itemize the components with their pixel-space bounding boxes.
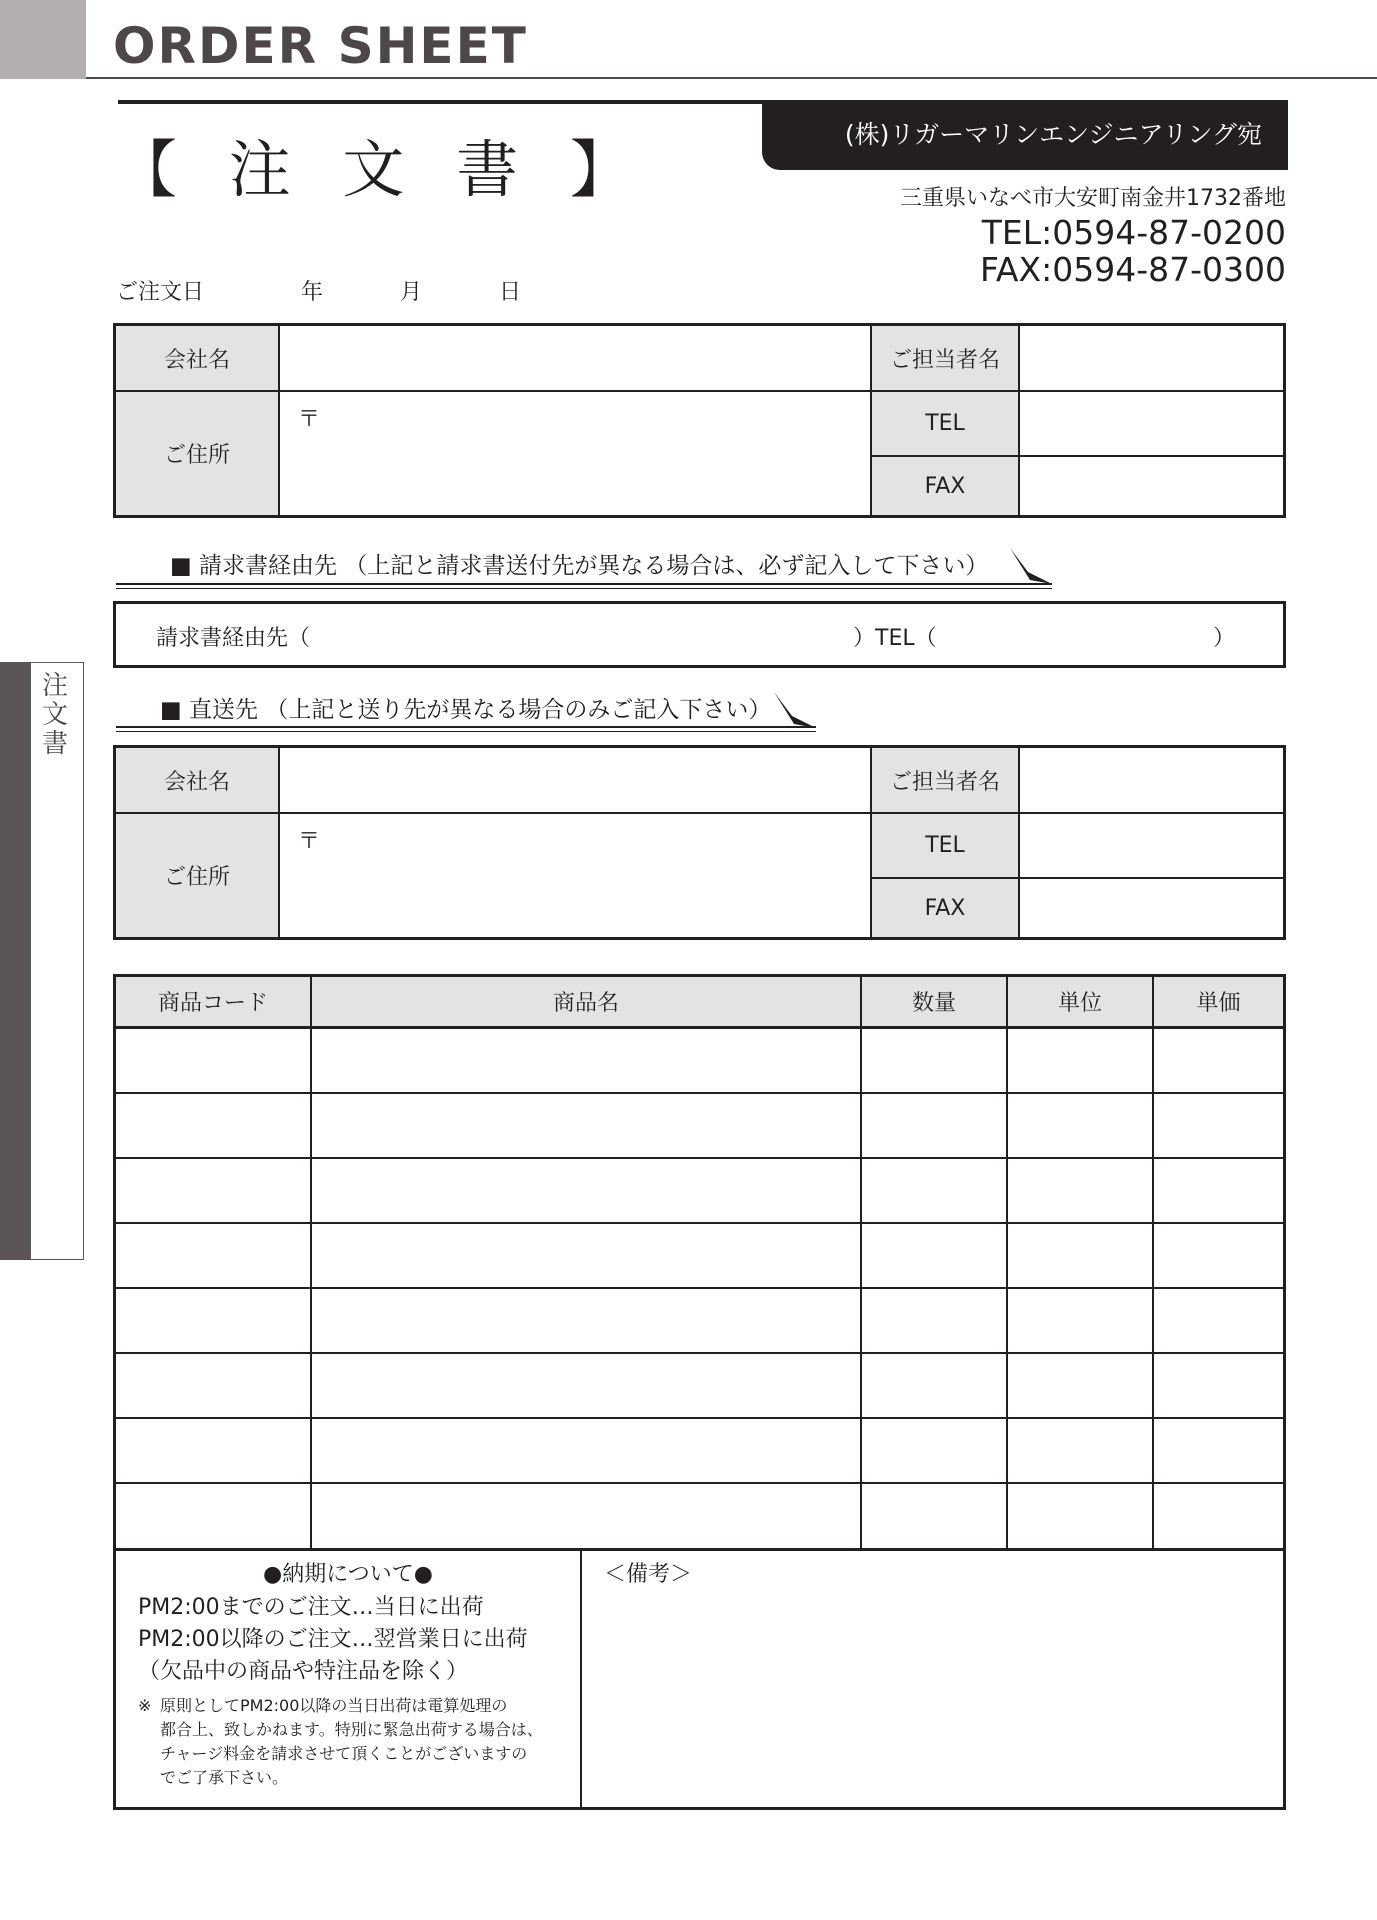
document-title: 【 注 文 書 】 — [115, 133, 648, 206]
name-cell[interactable] — [312, 1484, 860, 1547]
name-cell[interactable] — [312, 1224, 860, 1287]
remarks-field[interactable] — [586, 1598, 1276, 1798]
code-cell[interactable] — [116, 1094, 310, 1157]
billing-tel-label: ）TEL（ — [853, 626, 937, 651]
company-field[interactable] — [280, 326, 870, 390]
unit-cell[interactable] — [1008, 1484, 1152, 1547]
table-row — [116, 1094, 1283, 1159]
name-cell[interactable] — [312, 1029, 860, 1092]
header-divider — [116, 1026, 1283, 1029]
divider — [870, 877, 1283, 879]
divider — [278, 326, 280, 515]
name-cell[interactable] — [312, 1289, 860, 1352]
customer-form — [113, 323, 1286, 518]
billing-form[interactable] — [113, 601, 1286, 668]
billing-heading-rule-thin — [116, 588, 1052, 589]
recipient-banner: (株)リガーマリンエンジニアリング宛 — [762, 100, 1288, 170]
price-cell[interactable] — [1154, 1094, 1283, 1157]
divider — [1006, 977, 1008, 1548]
quantity-cell[interactable] — [862, 1029, 1006, 1092]
col-header-code: 商品コード — [157, 991, 268, 1016]
price-cell[interactable] — [1154, 1159, 1283, 1222]
price-cell[interactable] — [1154, 1289, 1283, 1352]
header-accent-block — [0, 0, 86, 79]
quantity-cell[interactable] — [862, 1484, 1006, 1547]
unit-cell[interactable] — [1008, 1224, 1152, 1287]
unit-cell[interactable] — [1008, 1289, 1152, 1352]
divider — [1018, 326, 1020, 515]
heading-arrow-icon — [1008, 546, 1054, 586]
order-date-day[interactable]: 日 — [499, 280, 522, 305]
code-cell[interactable] — [116, 1224, 310, 1287]
price-cell[interactable] — [1154, 1484, 1283, 1547]
quantity-cell[interactable] — [862, 1094, 1006, 1157]
ship-tel-field[interactable] — [1020, 814, 1283, 877]
unit-cell[interactable] — [1008, 1159, 1152, 1222]
col-header-price: 単価 — [1196, 991, 1241, 1016]
note-line-4: でご了承下さい。 — [160, 1768, 289, 1787]
quantity-cell[interactable] — [862, 1224, 1006, 1287]
col-header-quantity: 数量 — [911, 991, 956, 1016]
price-cell[interactable] — [1154, 1224, 1283, 1287]
company-label: 会社名 — [116, 326, 278, 390]
title-rule — [118, 100, 778, 104]
delivery-line-2: PM2:00以降のご注文…翌営業日に出荷 — [138, 1627, 528, 1652]
divider — [860, 977, 862, 1548]
name-cell[interactable] — [312, 1094, 860, 1157]
order-date-month[interactable]: 月 — [400, 280, 423, 305]
notes-box — [113, 1548, 1286, 1810]
note-line-3: チャージ料金を請求させて頂くことがございますの — [160, 1744, 528, 1763]
quantity-cell[interactable] — [862, 1354, 1006, 1417]
code-cell[interactable] — [116, 1419, 310, 1482]
table-row — [116, 1159, 1283, 1224]
shipping-heading-rule-thin — [116, 731, 816, 732]
billing-heading-rule — [116, 583, 1052, 585]
product-table — [113, 974, 1286, 1551]
company-address: 三重県いなべ市大安町南金井1732番地 — [900, 186, 1286, 211]
unit-cell[interactable] — [1008, 1094, 1152, 1157]
delivery-line-1: PM2:00までのご注文…当日に出荷 — [138, 1595, 484, 1620]
code-cell[interactable] — [116, 1289, 310, 1352]
ship-address-label: ご住所 — [116, 814, 278, 937]
ship-contact-field[interactable] — [1020, 748, 1283, 812]
table-row — [116, 1224, 1283, 1289]
col-header-name: 商品名 — [552, 991, 619, 1016]
ship-company-field[interactable] — [280, 748, 870, 812]
ship-company-label: 会社名 — [116, 748, 278, 812]
contact-field[interactable] — [1020, 326, 1283, 390]
delivery-line-3: （欠品中の商品や特注品を除く） — [138, 1659, 469, 1684]
remarks-label: ＜備考＞ — [604, 1562, 693, 1587]
quantity-cell[interactable] — [862, 1289, 1006, 1352]
heading-arrow-icon — [772, 690, 818, 730]
billing-field-label: 請求書経由先（ — [156, 626, 311, 651]
name-cell[interactable] — [312, 1159, 860, 1222]
divider — [870, 748, 872, 937]
name-cell[interactable] — [312, 1419, 860, 1482]
note-mark: ※ — [138, 1696, 152, 1715]
side-tab-label: 注文書 — [41, 671, 68, 759]
fax-field[interactable] — [1020, 457, 1283, 515]
table-row — [116, 1419, 1283, 1484]
shipping-heading-rule — [116, 726, 816, 728]
table-row — [116, 1289, 1283, 1354]
col-header-unit: 単位 — [1057, 991, 1102, 1016]
code-cell[interactable] — [116, 1354, 310, 1417]
company-tel: TEL:0594-87-0200 — [981, 213, 1286, 252]
header-rule — [86, 77, 1377, 79]
ship-fax-field[interactable] — [1020, 879, 1283, 937]
price-cell[interactable] — [1154, 1029, 1283, 1092]
unit-cell[interactable] — [1008, 1419, 1152, 1482]
divider — [116, 390, 1283, 392]
shipping-form — [113, 745, 1286, 940]
shipping-heading: ■ 直送先 （上記と送り先が異なる場合のみご記入下さい） — [160, 697, 772, 723]
name-cell[interactable] — [312, 1354, 860, 1417]
contact-label: ご担当者名 — [872, 326, 1018, 390]
company-fax: FAX:0594-87-0300 — [979, 250, 1286, 289]
address-label: ご住所 — [116, 392, 278, 515]
code-cell[interactable] — [116, 1159, 310, 1222]
note-line-2: 都合上、致しかねます。特別に緊急出荷する場合は、 — [160, 1720, 543, 1739]
order-date-row — [116, 278, 521, 308]
fax-label: FAX — [872, 457, 1018, 515]
quantity-cell[interactable] — [862, 1159, 1006, 1222]
note-line-1: 原則としてPM2:00以降の当日出荷は電算処理の — [160, 1696, 508, 1715]
side-tab-bar — [0, 662, 31, 1260]
tel-label: TEL — [872, 392, 1018, 455]
table-row — [116, 1354, 1283, 1419]
divider — [278, 748, 280, 937]
page-title: ORDER SHEET — [113, 17, 528, 75]
divider — [1152, 977, 1154, 1548]
code-cell[interactable] — [116, 1484, 310, 1547]
postal-mark: 〒 — [298, 829, 321, 854]
quantity-cell[interactable] — [862, 1419, 1006, 1482]
unit-cell[interactable] — [1008, 1354, 1152, 1417]
billing-close-paren: ） — [1213, 626, 1236, 651]
table-row — [116, 1484, 1283, 1549]
divider — [870, 326, 872, 515]
postal-mark: 〒 — [298, 407, 321, 432]
price-cell[interactable] — [1154, 1354, 1283, 1417]
divider — [1018, 748, 1020, 937]
unit-cell[interactable] — [1008, 1029, 1152, 1092]
divider — [580, 1548, 582, 1807]
ship-contact-label: ご担当者名 — [872, 748, 1018, 812]
order-date-label: ご注文日 — [116, 280, 205, 305]
table-row — [116, 1029, 1283, 1094]
order-date-year[interactable]: 年 — [301, 280, 324, 305]
tel-field[interactable] — [1020, 392, 1283, 455]
divider — [870, 455, 1283, 457]
price-cell[interactable] — [1154, 1419, 1283, 1482]
ship-fax-label: FAX — [872, 879, 1018, 937]
code-cell[interactable] — [116, 1029, 310, 1092]
billing-heading: ■ 請求書経由先 （上記と請求書送付先が異なる場合は、必ず記入して下さい） — [170, 553, 989, 579]
divider — [116, 812, 1283, 814]
address-field[interactable] — [280, 392, 870, 515]
divider — [310, 977, 312, 1548]
ship-tel-label: TEL — [872, 814, 1018, 877]
delivery-heading: ●納期について● — [263, 1562, 433, 1587]
ship-address-field[interactable] — [280, 814, 870, 937]
